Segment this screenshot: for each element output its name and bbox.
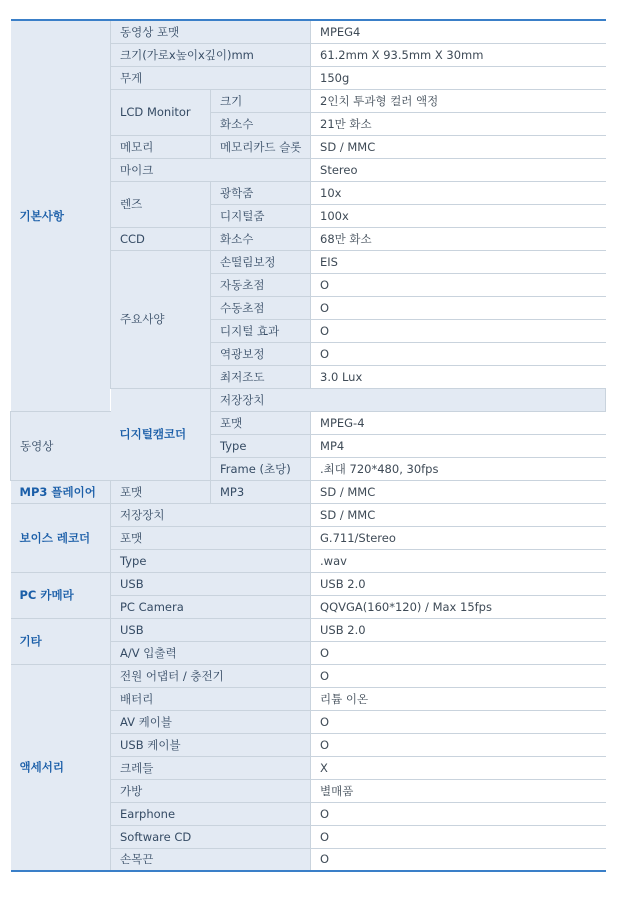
- spec-row: [11, 572, 606, 595]
- spec-value: G.711/Stereo: [311, 526, 606, 549]
- spec-value: QQVGA(160*120) / Max 15fps: [311, 595, 606, 618]
- spec-table: [10, 19, 606, 872]
- spec-value: MP4: [311, 434, 606, 457]
- spec-row: [11, 480, 606, 503]
- spec-label: 가방: [111, 779, 311, 802]
- spec-value: MPEG-4: [311, 411, 606, 434]
- spec-label: Software CD: [111, 825, 311, 848]
- spec-label: 크레들: [111, 756, 311, 779]
- spec-sublabel: 자동초점: [211, 273, 311, 296]
- spec-label: PC Camera: [111, 595, 311, 618]
- spec-value: USB 2.0: [311, 572, 606, 595]
- category-label: PC 카메라: [11, 572, 111, 618]
- spec-label: 저장장치: [211, 388, 606, 411]
- spec-label: 포맷: [111, 480, 211, 503]
- spec-sublabel: 디지털줌: [211, 204, 311, 227]
- spec-label: Earphone: [111, 802, 311, 825]
- spec-value: .wav: [311, 549, 606, 572]
- spec-label: LCD Monitor: [111, 89, 211, 135]
- spec-value: Stereo: [311, 158, 606, 181]
- spec-label: 배터리: [111, 687, 311, 710]
- spec-value: 150g: [311, 66, 606, 89]
- spec-value: SD / MMC: [311, 503, 606, 526]
- spec-value: 2인치 투과형 컬러 액정: [311, 89, 606, 112]
- spec-sublabel: 포맷: [211, 411, 311, 434]
- spec-label: 손목끈: [111, 848, 311, 871]
- spec-value: O: [311, 733, 606, 756]
- spec-value: SD / MMC: [311, 135, 606, 158]
- category-label: 액세서리: [11, 664, 111, 871]
- spec-sublabel: Frame (초당): [211, 457, 311, 480]
- spec-sublabel: Type: [211, 434, 311, 457]
- spec-value: O: [311, 296, 606, 319]
- spec-row: [11, 411, 606, 434]
- spec-value: MPEG4: [311, 20, 606, 43]
- spec-value: 3.0 Lux: [311, 365, 606, 388]
- category-label: MP3 플레이어: [11, 480, 111, 503]
- category-label: 기본사항: [11, 20, 111, 411]
- spec-label: 동영상 포맷: [111, 20, 311, 43]
- spec-label: 전원 어댑터 / 충전기: [111, 664, 311, 687]
- spec-value: 100x: [311, 204, 606, 227]
- category-label: 보이스 레코더: [11, 503, 111, 572]
- spec-sublabel: MP3: [211, 480, 311, 503]
- spec-sublabel: 역광보정: [211, 342, 311, 365]
- spec-sublabel: 화소수: [211, 227, 311, 250]
- spec-value: O: [311, 710, 606, 733]
- spec-sublabel: 수동초점: [211, 296, 311, 319]
- spec-label: 크기(가로x높이x깊이)mm: [111, 43, 311, 66]
- spec-value: O: [311, 641, 606, 664]
- spec-sublabel: 크기: [211, 89, 311, 112]
- spec-label: 무게: [111, 66, 311, 89]
- spec-value: O: [311, 273, 606, 296]
- spec-value: X: [311, 756, 606, 779]
- spec-row: [11, 664, 606, 687]
- spec-label: 포맷: [111, 526, 311, 549]
- spec-label: USB 케이블: [111, 733, 311, 756]
- spec-row: [11, 503, 606, 526]
- spec-value: O: [311, 848, 606, 871]
- spec-sublabel: 광학줌: [211, 181, 311, 204]
- spec-label: 주요사양: [111, 250, 211, 388]
- spec-label: USB: [111, 618, 311, 641]
- spec-label: AV 케이블: [111, 710, 311, 733]
- spec-value: O: [311, 825, 606, 848]
- category-label: 기타: [11, 618, 111, 664]
- spec-label: 렌즈: [111, 181, 211, 227]
- spec-value: 61.2mm X 93.5mm X 30mm: [311, 43, 606, 66]
- spec-label: A/V 입출력: [111, 641, 311, 664]
- spec-label: USB: [111, 572, 311, 595]
- spec-value: 10x: [311, 181, 606, 204]
- spec-value: 별매품: [311, 779, 606, 802]
- spec-label: 마이크: [111, 158, 311, 181]
- spec-sublabel: 화소수: [211, 112, 311, 135]
- spec-value: 21만 화소: [311, 112, 606, 135]
- spec-value: O: [311, 664, 606, 687]
- spec-sublabel: 손떨림보정: [211, 250, 311, 273]
- spec-row: [11, 20, 606, 43]
- spec-value: O: [311, 342, 606, 365]
- spec-value: O: [311, 319, 606, 342]
- spec-table-body: [11, 20, 606, 871]
- spec-value: .최대 720*480, 30fps: [311, 457, 606, 480]
- spec-label: Type: [111, 549, 311, 572]
- spec-value: O: [311, 802, 606, 825]
- spec-row: [11, 618, 606, 641]
- spec-value: USB 2.0: [311, 618, 606, 641]
- spec-sublabel: 메모리카드 슬롯: [211, 135, 311, 158]
- spec-value: EIS: [311, 250, 606, 273]
- spec-value: SD / MMC: [311, 480, 606, 503]
- category-label: 디지털캠코더: [111, 388, 211, 480]
- spec-sublabel: 최저조도: [211, 365, 311, 388]
- spec-label: 동영상: [11, 411, 111, 480]
- spec-sublabel: 디지털 효과: [211, 319, 311, 342]
- spec-label: CCD: [111, 227, 211, 250]
- spec-label: 저장장치: [111, 503, 311, 526]
- spec-label: 메모리: [111, 135, 211, 158]
- spec-value: 68만 화소: [311, 227, 606, 250]
- spec-value: 리튬 이온: [311, 687, 606, 710]
